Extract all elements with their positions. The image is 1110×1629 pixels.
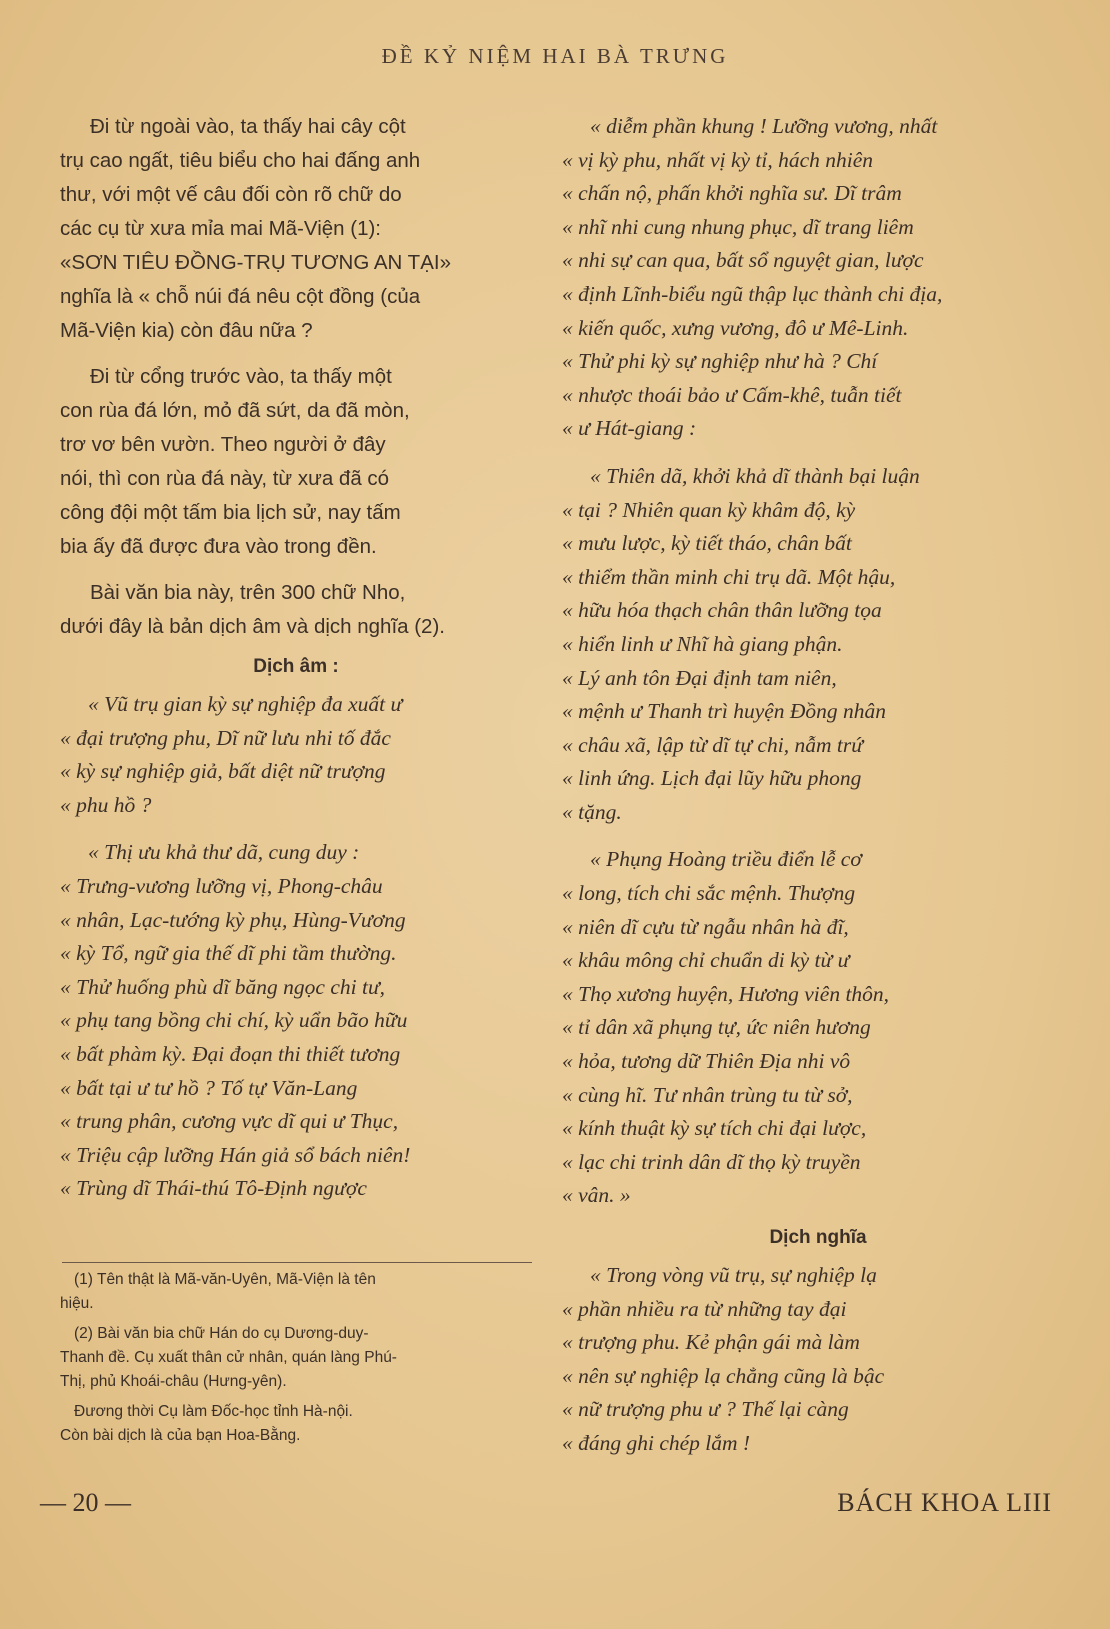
text-line: «SƠN TIÊU ĐỒNG-TRỤ TƯƠNG AN TẠI» (60, 251, 451, 274)
verse-line: « kiến quốc, xưng vương, đô ư Mê-Linh. (562, 315, 909, 340)
intro-paragraphs (60, 110, 532, 644)
footnote (60, 1322, 532, 1394)
text-line: các cụ từ xưa mỉa mai Mã-Viện (1): (60, 217, 381, 240)
text-line: công đội một tấm bia lịch sử, nay tấm (60, 501, 401, 524)
text-line: con rùa đá lớn, mỏ đã sứt, da đã mòn, (60, 399, 410, 422)
verse-line: « Lý anh tôn Đại định tam niên, (562, 665, 837, 690)
verse-line: « mưu lược, kỳ tiết tháo, chân bất (562, 531, 852, 556)
verse-stanza (562, 110, 1074, 446)
text-line: Đi từ cổng trước vào, ta thấy một (90, 365, 392, 388)
verse-line: « hỏa, tương dữ Thiên Địa nhi vô (562, 1049, 851, 1074)
verse-line: « hiển linh ư Nhĩ hà giang phận. (562, 631, 843, 656)
verse-line: « Trùng dĩ Thái-thú Tô-Định ngược (60, 1176, 367, 1201)
verse-line: « vân. » (562, 1183, 631, 1208)
footnote-line: Thị, phủ Khoái-châu (Hưng-yên). (60, 1373, 287, 1390)
verse-stanza (60, 836, 532, 1206)
verse-line: « long, tích chi sắc mệnh. Thượng (562, 881, 856, 906)
verse-line: « trượng phu. Kẻ phận gái mà làm (562, 1330, 860, 1355)
verse-line: « hữu hóa thạch chân thân lưỡng tọa (562, 598, 882, 623)
verse-line: « kỳ Tổ, ngữ gia thế dĩ phi tầm thường. (60, 941, 397, 966)
verse-line: « nhược thoái bảo ư Cấm-khê, tuẫn tiết (562, 382, 902, 407)
verse-line: « châu xã, lập từ dĩ tự chi, nẫm trứ (562, 732, 863, 757)
verse-line: « tại ? Nhiên quan kỳ khâm độ, kỳ (562, 497, 856, 522)
verse-line: « linh ứng. Lịch đại lũy hữu phong (562, 766, 862, 791)
magazine-title: BÁCH KHOA LIII (837, 1488, 1052, 1517)
verse-line: « chấn nộ, phấn khởi nghĩa sư. Dĩ trâm (562, 181, 902, 206)
text-line: bia ấy đã được đưa vào trong đền. (60, 535, 377, 558)
verse-line: « thiểm thần minh chi trụ dã. Một hậu, (562, 564, 896, 589)
verse-line: « nhĩ nhi cung nhung phục, dĩ trang liêm (562, 214, 914, 239)
verse-line: « tỉ dân xã phụng tự, ức niên hương (562, 1015, 871, 1040)
footnote-line: (2) Bài văn bia chữ Hán do cụ Dương-duy- (74, 1325, 369, 1342)
verse-line: « nên sự nghiệp lạ chẳng cũng là bậc (562, 1363, 885, 1388)
text-line: nghĩa là « chỗ núi đá nêu cột đồng (của (60, 285, 421, 308)
left-column (60, 110, 532, 1220)
verse-line: « lạc chi trinh dân dĩ thọ kỳ truyền (562, 1149, 861, 1174)
verse-line: « Trưng-vương lưỡng vị, Phong-châu (60, 873, 383, 898)
footnote-line: Đương thời Cụ làm Đốc-học tỉnh Hà-nội. (74, 1403, 353, 1420)
verse-line: « bất phàm kỳ. Đại đoạn thi thiết tương (60, 1041, 401, 1066)
verse-line: « diễm phần khung ! Lưỡng vương, nhất (590, 114, 938, 138)
footnote (60, 1400, 532, 1448)
text-line: Mã-Viện kia) còn đâu nữa ? (60, 319, 313, 342)
verse-stanza (562, 460, 1074, 830)
verse-line: « mệnh ư Thanh trì huyện Đồng nhân (562, 699, 887, 724)
running-header: ĐỀ KỶ NIỆM HAI BÀ TRƯNG (381, 44, 729, 68)
text-line: Đi từ ngoài vào, ta thấy hai cây cột (90, 115, 406, 138)
paragraph (60, 110, 532, 348)
verse-line: « Triệu cập lưỡng Hán giả sổ bách niên! (60, 1142, 411, 1167)
verse-line: « kính thuật kỳ sự tích chi đại lược, (562, 1116, 867, 1141)
verse-line: « nhi sự can qua, bất sổ nguyệt gian, lược (562, 248, 924, 273)
dich-am-heading: Dịch âm : (253, 656, 339, 677)
verse-line: « trung phân, cương vực dĩ qui ư Thục, (60, 1109, 399, 1134)
verse-line: « cùng hĩ. Tư nhân trùng tu từ sở, (562, 1082, 853, 1107)
verse-line: « Thử huống phù dĩ băng ngọc chi tư, (60, 974, 386, 999)
verse-line: « phu hồ ? (60, 792, 152, 817)
verse-line: « phần nhiều ra từ những tay đại (562, 1296, 847, 1321)
footnote-line: hiệu. (60, 1295, 94, 1312)
verse-line: « Thiên dã, khởi khả dĩ thành bại luận (590, 463, 920, 488)
transliteration-verses-continued (562, 110, 1074, 1213)
text-line: Bài văn bia này, trên 300 chữ Nho, (90, 581, 406, 604)
verse-line: « định Lĩnh-biểu ngũ thập lục thành chi địa, (562, 281, 943, 306)
verse-line: « Vũ trụ gian kỳ sự nghiệp đa xuất ư (88, 692, 403, 716)
verse-line: « vị kỳ phu, nhất vị kỳ tỉ, hách nhiên (562, 147, 874, 172)
footnote-line: (1) Tên thật là Mã-văn-Uyên, Mã-Viện là tên (74, 1271, 376, 1288)
verse-line: « nữ trượng phu ư ? Thế lại càng (562, 1397, 849, 1422)
verse-stanza (562, 1259, 1074, 1461)
paragraph (60, 360, 532, 564)
verse-line: « bất tại ư tư hồ ? Tố tự Văn-Lang (60, 1075, 358, 1100)
footnote-line: Thanh đề. Cụ xuất thân cử nhân, quán làng Phú- (60, 1349, 397, 1366)
text-line: dưới đây là bản dịch âm và dịch nghĩa (2). (60, 615, 445, 638)
verse-line: « tặng. (562, 799, 622, 824)
dich-nghia-heading: Dịch nghĩa (769, 1227, 867, 1248)
verse-line: « kỳ sự nghiệp giả, bất diệt nữ trượng (60, 759, 386, 784)
right-column (562, 110, 1074, 1475)
translation-verse (562, 1259, 1074, 1461)
verse-line: « Phụng Hoàng triều điển lễ cơ (590, 847, 862, 872)
text-line: thư, với một vế câu đối còn rõ chữ do (60, 183, 402, 206)
verse-line: « đáng ghi chép lắm ! (562, 1430, 751, 1455)
text-line: trụ cao ngất, tiêu biểu cho hai đấng anh (60, 149, 421, 172)
footnote (60, 1268, 532, 1316)
text-line: trơ vơ bên vườn. Theo người ở đây (60, 433, 386, 456)
verse-line: « đại trượng phu, Dĩ nữ lưu nhi tố đắc (60, 725, 391, 750)
verse-line: « Trong vòng vũ trụ, sự nghiệp lạ (590, 1263, 877, 1287)
verse-line: « Thọ xương huyện, Hương viên thôn, (562, 981, 890, 1006)
text-line: nói, thì con rùa đá này, từ xưa đã có (60, 467, 390, 490)
verse-line: « Thử phi kỳ sự nghiệp như hà ? Chí (562, 349, 878, 374)
page-number: — 20 — (40, 1488, 131, 1517)
transliteration-verses (60, 688, 532, 1206)
footnotes (60, 1268, 532, 1454)
verse-stanza (562, 843, 1074, 1213)
verse-line: « ư Hát-giang : (562, 416, 697, 441)
verse-line: « niên dĩ cựu từ ngẫu nhân hà đĩ, (562, 914, 849, 939)
verse-stanza (60, 688, 532, 822)
verse-line: « phụ tang bồng chi chí, kỳ uẩn bão hữu (60, 1008, 408, 1033)
verse-line: « khâu mông chỉ chuẩn di kỳ từ ư (562, 948, 850, 973)
verse-line: « nhân, Lạc-tướng kỳ phụ, Hùng-Vương (60, 907, 406, 932)
footnote-line: Còn bài dịch là của bạn Hoa-Bằng. (60, 1427, 301, 1444)
footnote-divider (62, 1262, 532, 1263)
verse-line: « Thị ưu khả thư dã, cung duy : (88, 840, 360, 865)
paragraph (60, 576, 532, 644)
